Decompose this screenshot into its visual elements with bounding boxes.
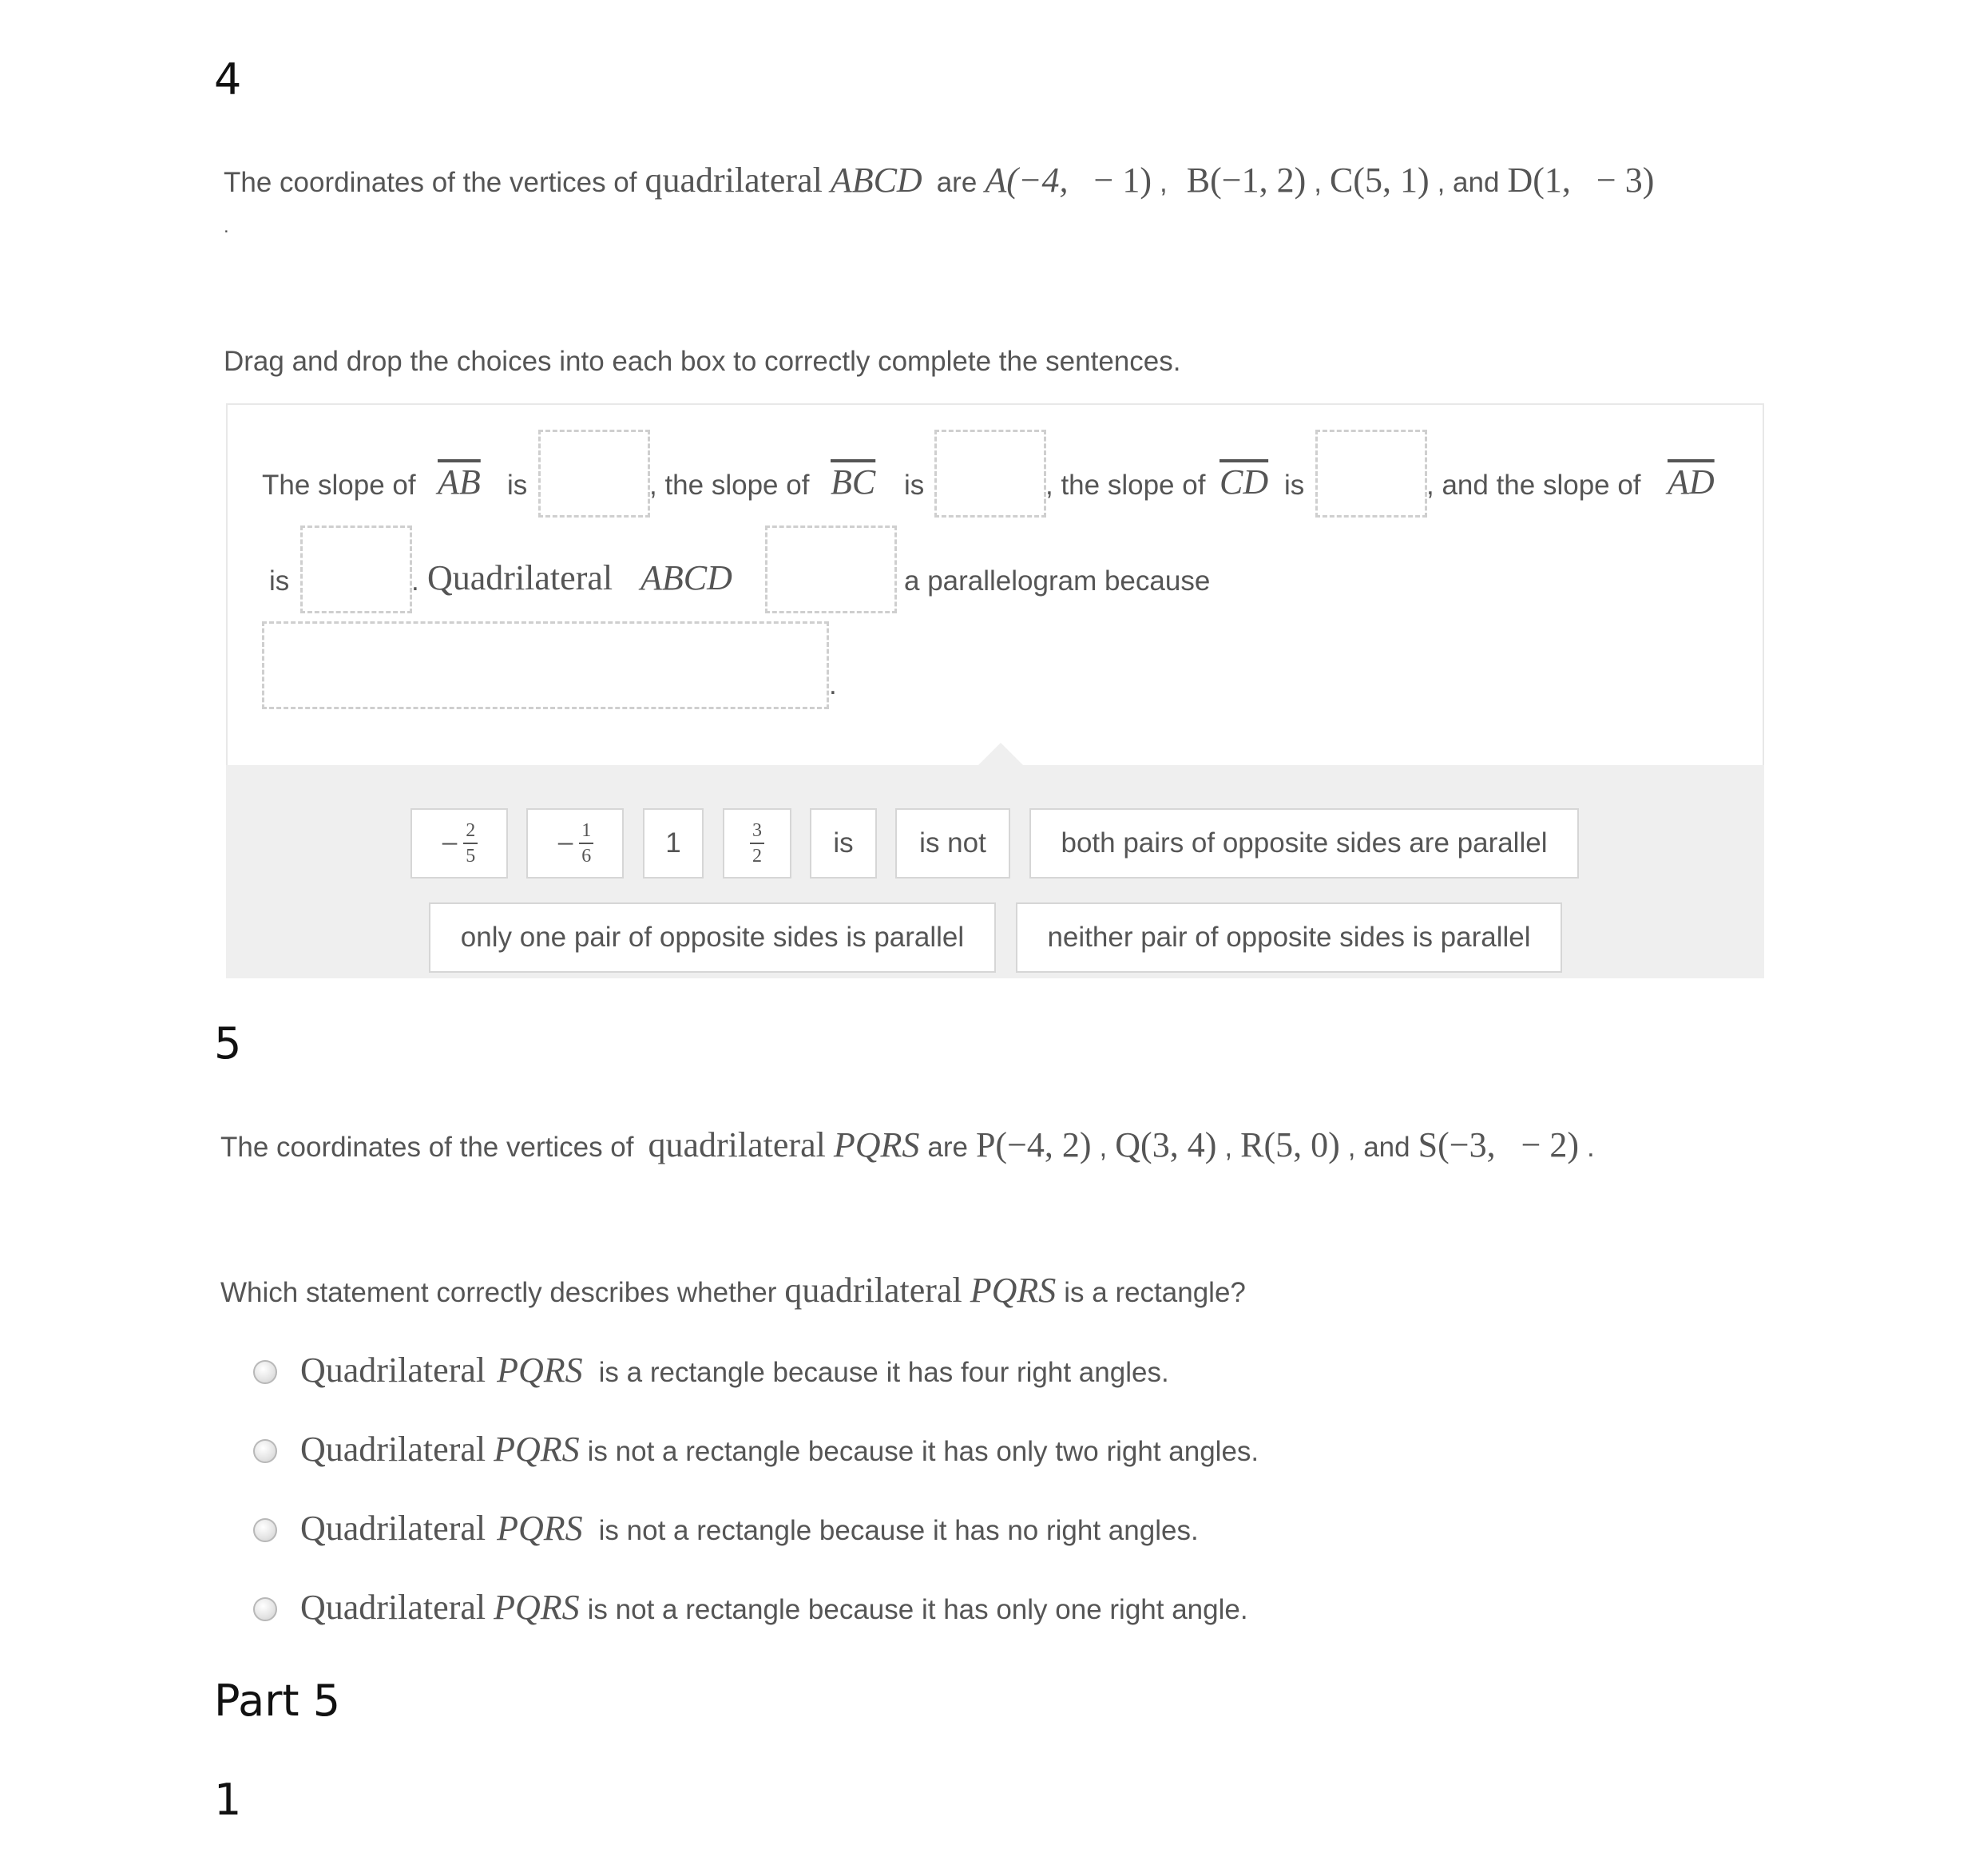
q5-prompt: The coordinates of the vertices of quadrilateral PQRS are P(−4, 2) , Q(3, 4) , R(5, 0) , and S(−3, − 2) . [220, 1125, 1595, 1164]
option-2-radio[interactable] [253, 1439, 277, 1463]
sentence-is-4: is [269, 565, 290, 597]
drop-box-reason[interactable] [262, 621, 829, 709]
segment-ab: $\overline{AB}$ [438, 462, 481, 502]
choice-is-not[interactable]: is not [895, 808, 1010, 879]
choice-is[interactable]: is [810, 808, 877, 879]
option-1-radio[interactable] [253, 1360, 277, 1384]
sentence-quadrilateral-word: Quadrilateral [427, 558, 613, 597]
q4-prompt-period: . [224, 216, 229, 237]
choice-neither-pair-parallel[interactable]: neither pair of opposite sides is parallel [1016, 902, 1562, 973]
part-heading: Part 5 [214, 1676, 341, 1726]
option-3-radio[interactable] [253, 1518, 277, 1542]
choice-both-pairs-parallel[interactable]: both pairs of opposite sides are parallel [1029, 808, 1579, 879]
sentence-parallelogram-because: a parallelogram because [904, 565, 1211, 597]
q4-instruction: Drag and drop the choices into each box to correctly complete the sentences. [224, 346, 1181, 377]
segment-bc: $\overline{BC}$ [831, 462, 876, 502]
option-2[interactable]: Quadrilateral PQRS is not a rectangle because it has only two right angles. [300, 1430, 1259, 1469]
sentence-slope-cd-label: , the slope of [1045, 470, 1206, 501]
option-3[interactable]: Quadrilateral PQRS is not a rectangle because it has no right angles. [300, 1509, 1199, 1548]
choice-neg-one-sixth[interactable]: − $\frac{1}{6}$ [526, 808, 624, 879]
tray-pointer [978, 743, 1023, 765]
drop-box-slope-ab[interactable] [538, 430, 650, 518]
sentence-slope-ad-label: , and the slope of [1426, 470, 1641, 501]
sentence-period-2: . [829, 669, 837, 700]
q5-question: Which statement correctly describes whether quadrilateral PQRS is a rectangle? [220, 1271, 1246, 1310]
sentence-shape-abcd: ABCD [640, 558, 732, 597]
sentence-is-1: is [507, 470, 528, 501]
drop-box-slope-cd[interactable] [1315, 430, 1427, 518]
sentence-is-2: is [904, 470, 925, 501]
segment-ad: $\overline{AD}$ [1668, 462, 1715, 502]
option-1[interactable]: Quadrilateral PQRS is a rectangle because it has four right angles. [300, 1350, 1169, 1390]
question-number-4: 4 [214, 54, 242, 105]
q4-prompt: The coordinates of the vertices of quadrilateral ABCD are A(−4, − 1) , B(−1, 2) , C(5, 1) , and D(1, − 3) [224, 161, 1655, 200]
sentence-period-1: . [411, 565, 419, 597]
choice-neg-two-fifths[interactable]: − $\frac{2}{5}$ [410, 808, 508, 879]
choice-one-pair-parallel[interactable]: only one pair of opposite sides is parallel [429, 902, 996, 973]
choice-one[interactable]: 1 [643, 808, 704, 879]
option-4[interactable]: Quadrilateral PQRS is not a rectangle because it has only one right angle. [300, 1588, 1248, 1627]
segment-cd: $\overline{CD}$ [1220, 462, 1269, 502]
sentence-slope-bc-label: , the slope of [649, 470, 810, 501]
choice-three-halves[interactable]: $\frac{3}{2}$ [723, 808, 791, 879]
drop-box-is-or-is-not[interactable] [765, 526, 897, 613]
option-4-radio[interactable] [253, 1597, 277, 1621]
question-number-next: 1 [214, 1775, 242, 1825]
drop-box-slope-bc[interactable] [934, 430, 1046, 518]
sentence-is-3: is [1284, 470, 1305, 501]
sentence-slope-ab-label: The slope of [262, 470, 416, 501]
question-number-5: 5 [214, 1018, 242, 1069]
drop-box-slope-ad[interactable] [300, 526, 412, 613]
